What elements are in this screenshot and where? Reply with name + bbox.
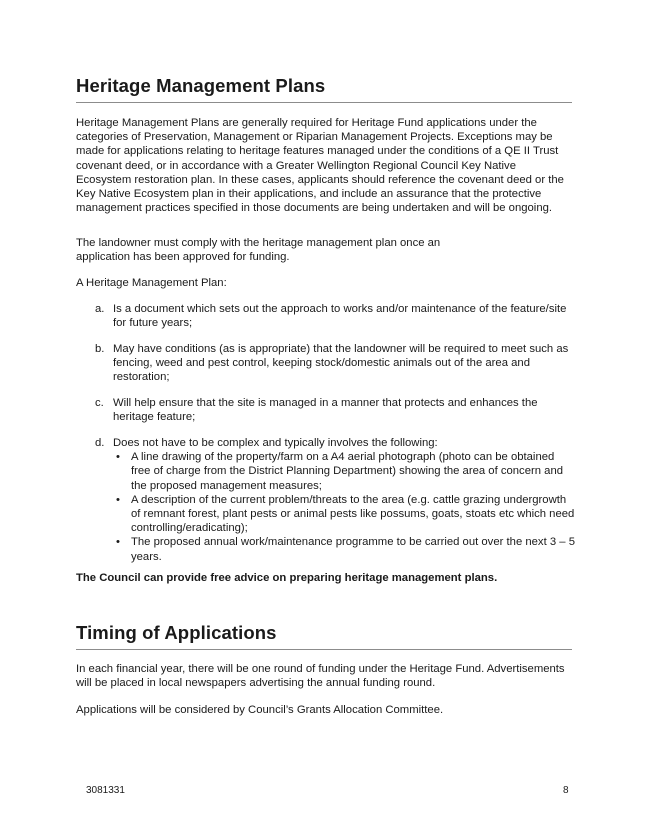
list-item-text: Does not have to be complex and typically involves the following: xyxy=(113,437,438,449)
plan-lead-paragraph: A Heritage Management Plan: xyxy=(76,277,227,289)
plan-items-list xyxy=(95,342,575,385)
bullet-text: The proposed annual work/maintenance programme to be carried out over the next 3 – 5 years. xyxy=(131,536,575,563)
timing-paragraph-1: In each financial year, there will be one round of funding under the Heritage Fund. Advertisements will be placed in local newspapers advertising the annual funding round. xyxy=(76,663,565,690)
sub-bullet-list xyxy=(113,450,575,564)
list-item xyxy=(95,302,575,330)
list-marker: a. xyxy=(95,303,105,315)
plan-items-list xyxy=(95,436,575,564)
timing-paragraph-2: Applications will be considered by Council’s Grants Allocation Committee. xyxy=(76,704,444,716)
list-item xyxy=(95,396,575,424)
page-number: 8 xyxy=(563,785,569,796)
plan-items-list xyxy=(95,396,575,424)
list-marker: b. xyxy=(95,343,105,355)
document-number: 3081331 xyxy=(86,785,125,796)
list-marker: d. xyxy=(95,437,105,449)
list-item xyxy=(95,342,575,385)
comply-paragraph: The landowner must comply with the heritage management plan once an application has been approved for funding. xyxy=(76,237,441,264)
list-item xyxy=(95,436,575,564)
list-item-text: May have conditions (as is appropriate) that the landowner will be required to meet such as fencing, weed and pest control, keeping stock/domestic animals out of the area and restoration; xyxy=(113,343,569,384)
advice-paragraph: The Council can provide free advice on preparing heritage management plans. xyxy=(76,572,498,584)
list-marker: c. xyxy=(95,397,104,409)
plan-items-list xyxy=(95,302,575,330)
intro-paragraph: Heritage Management Plans are generally required for Heritage Fund applications under the categories of Preservation, Management or Riparian Management Projects. Exceptions may be made for applications relating to heritage features managed under the conditions of a QE II Trust covenant deed, or in accordance with a Greater Wellington Regional Council Key Native Ecosystem restoration plan. In these cases, applicants should reference the covenant deed or the Key Native Ecosystem plan in their applications, and include an assurance that the protective management practices specified in those documents are being undertaken and will be ongoing. xyxy=(76,117,564,215)
bullet-icon: • xyxy=(116,536,120,549)
bullet-item xyxy=(113,493,575,536)
bullet-icon: • xyxy=(116,451,120,464)
bullet-icon: • xyxy=(116,493,120,506)
list-item-text: Is a document which sets out the approach to works and/or maintenance of the feature/site for future years; xyxy=(113,303,567,330)
bullet-text: A description of the current problem/threats to the area (e.g. cattle grazing undergrowth of remnant forest, plant pests or animal pests like possums, goats, stoats etc which need controlling/eradicating); xyxy=(131,493,575,535)
bullet-text: A line drawing of the property/farm on a A4 aerial photograph (photo can be obtained free of charge from the District Planning Department) showing the area of concern and the proposed management measures; xyxy=(131,451,564,492)
bullet-item xyxy=(113,535,575,563)
heading-timing-of-applications: Timing of Applications xyxy=(76,622,572,650)
heading-heritage-management-plans: Heritage Management Plans xyxy=(76,75,572,103)
list-item-text: Will help ensure that the site is managed in a manner that protects and enhances the heritage feature; xyxy=(113,397,538,424)
bullet-item xyxy=(113,450,575,493)
